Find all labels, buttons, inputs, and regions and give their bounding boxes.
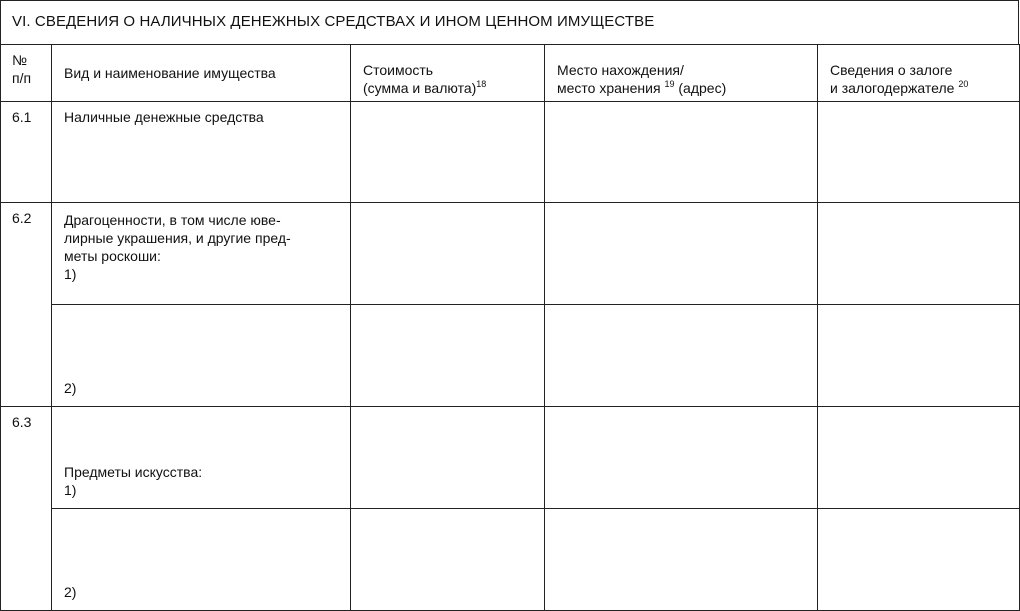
row-number: 6.1 [1, 102, 52, 203]
table-row-6-3-item-1 [1, 407, 1020, 509]
location-cell[interactable] [545, 203, 818, 305]
pledge-cell[interactable] [818, 509, 1020, 611]
header-cost: Стоимость (сумма и валюта)$^{18}$ [351, 45, 545, 102]
footnote-20: 20 [958, 79, 969, 89]
table-row-6-2-item-2 [1, 305, 1020, 407]
location-cell[interactable] [545, 305, 818, 407]
pledge-cell[interactable] [818, 305, 1020, 407]
cost-cell[interactable] [351, 102, 545, 203]
item-1-label: 1) [64, 266, 77, 282]
cost-cell[interactable] [351, 407, 545, 509]
table-row-6-1 [1, 102, 1020, 203]
pledge-cell[interactable] [818, 203, 1020, 305]
header-number: № п/п [1, 45, 52, 102]
cost-cell[interactable] [351, 509, 545, 611]
item-2-label: 2) [64, 380, 77, 396]
location-cell[interactable] [545, 407, 818, 509]
row-name: Драгоценности, в том числе юве- лирные украшения, и другие пред- меты роскоши: 1) [52, 203, 351, 305]
header-row [1, 45, 1020, 102]
footnote-19: 19 [664, 79, 675, 89]
cost-cell[interactable] [351, 203, 545, 305]
row-number: 6.3 [1, 407, 52, 611]
section-title: VI. СВЕДЕНИЯ О НАЛИЧНЫХ ДЕНЕЖНЫХ СРЕДСТВАХ И ИНОМ ЦЕННОМ ИМУЩЕСТВЕ [0, 0, 1019, 45]
location-cell[interactable] [545, 102, 818, 203]
item-1-label: 1) [64, 482, 77, 498]
row-name: Наличные денежные средства [52, 102, 351, 203]
cost-cell[interactable] [351, 305, 545, 407]
location-cell[interactable] [545, 509, 818, 611]
pledge-cell[interactable] [818, 102, 1020, 203]
header-kind-name: Вид и наименование имущества [52, 45, 351, 102]
row-number: 6.2 [1, 203, 52, 407]
footnote-18: 18 [476, 79, 487, 89]
row-name [52, 305, 351, 407]
table-row-6-3-item-2 [1, 509, 1020, 611]
table-row-6-2-item-1 [1, 203, 1020, 305]
pledge-cell[interactable] [818, 407, 1020, 509]
header-location: Место нахождения/ место хранения $^{19}$ (адрес) [545, 45, 818, 102]
item-2-label: 2) [64, 584, 77, 600]
property-table [0, 44, 1020, 611]
row-name: Предметы искусства: 1) [52, 407, 351, 509]
header-pledge: Сведения о залоге и залогодержателе $^{20}$ [818, 45, 1020, 102]
row-name [52, 509, 351, 611]
